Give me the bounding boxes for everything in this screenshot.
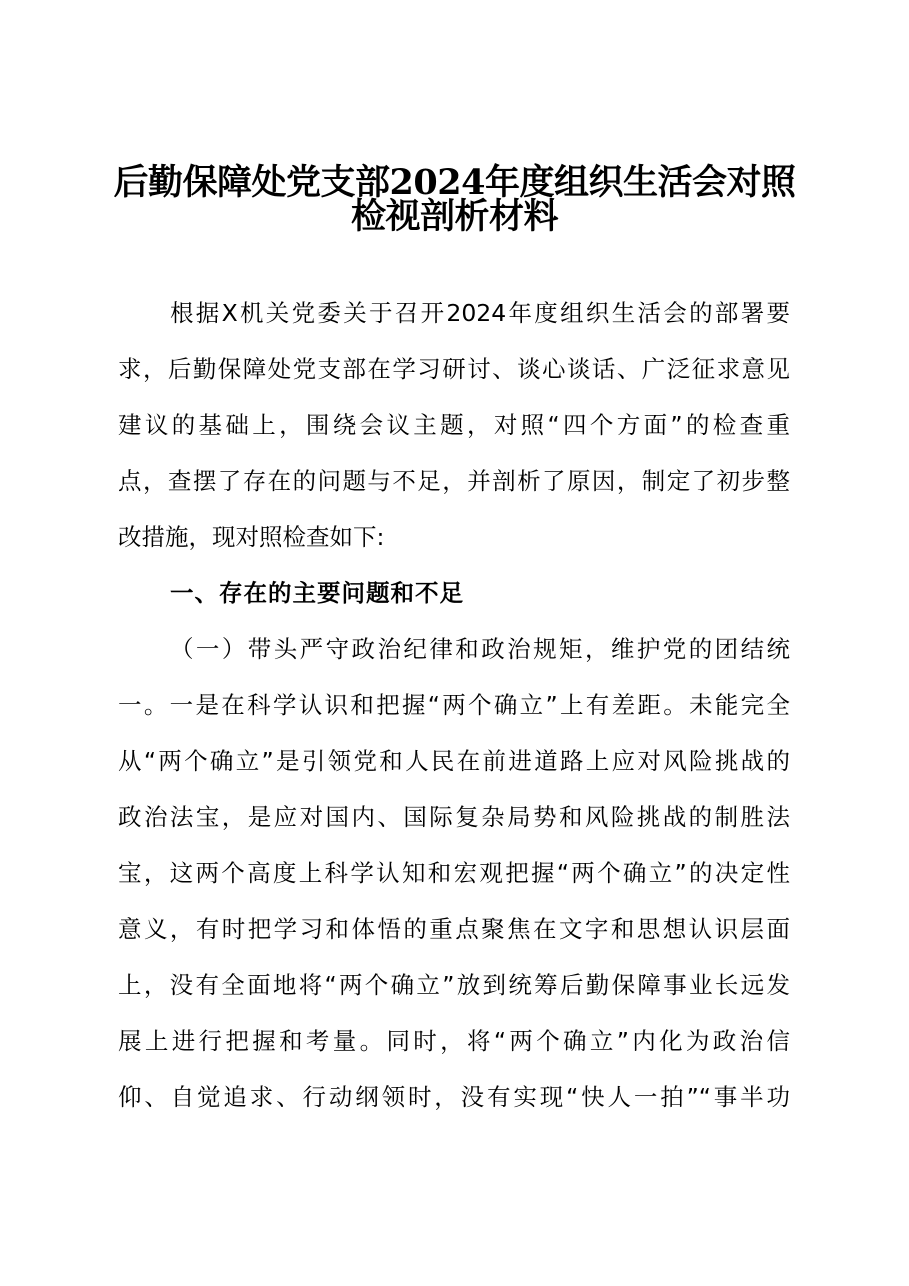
body-paragraph-line: 从“两个确立”是引领党和人民在前进道路上应对风险挑战的 [118, 747, 790, 775]
body-paragraph-line: 仰、自觉追求、行动纲领时，没有实现“快人一拍”“事半功 [118, 1083, 790, 1111]
section-heading: 一、存在的主要问题和不足 [170, 579, 464, 607]
body-paragraph-line: 政治法宝，是应对国内、国际复杂局势和风险挑战的制胜法 [118, 803, 790, 831]
intro-paragraph-line: 根据X机关党委关于召开2024年度组织生活会的部署要 [170, 299, 790, 327]
document-title-line-1: 后勤保障处党支部2024年度组织生活会对照 [113, 162, 796, 203]
document-title-line-2: 检视剖析材料 [350, 196, 558, 237]
body-paragraph-line: （一）带头严守政治纪律和政治规矩，维护党的团结统 [170, 635, 790, 663]
body-paragraph-line: 意义，有时把学习和体悟的重点聚焦在文字和思想认识层面 [118, 915, 790, 943]
body-paragraph-line: 上，没有全面地将“两个确立”放到统筹后勤保障事业长远发 [118, 971, 790, 999]
body-paragraph-line: 一。一是在科学认识和把握“两个确立”上有差距。未能完全 [118, 691, 790, 719]
body-paragraph-line: 宝，这两个高度上科学认知和宏观把握“两个确立”的决定性 [118, 859, 790, 887]
body-paragraph-line: 展上进行把握和考量。同时，将“两个确立”内化为政治信 [118, 1027, 790, 1055]
intro-paragraph-line: 建议的基础上，围绕会议主题，对照“四个方面”的检查重 [118, 411, 790, 439]
intro-paragraph-line: 求，后勤保障处党支部在学习研讨、谈心谈话、广泛征求意见 [118, 355, 790, 383]
intro-paragraph-line: 改措施，现对照检查如下: [118, 523, 385, 551]
intro-paragraph-line: 点，查摆了存在的问题与不足，并剖析了原因，制定了初步整 [118, 467, 790, 495]
